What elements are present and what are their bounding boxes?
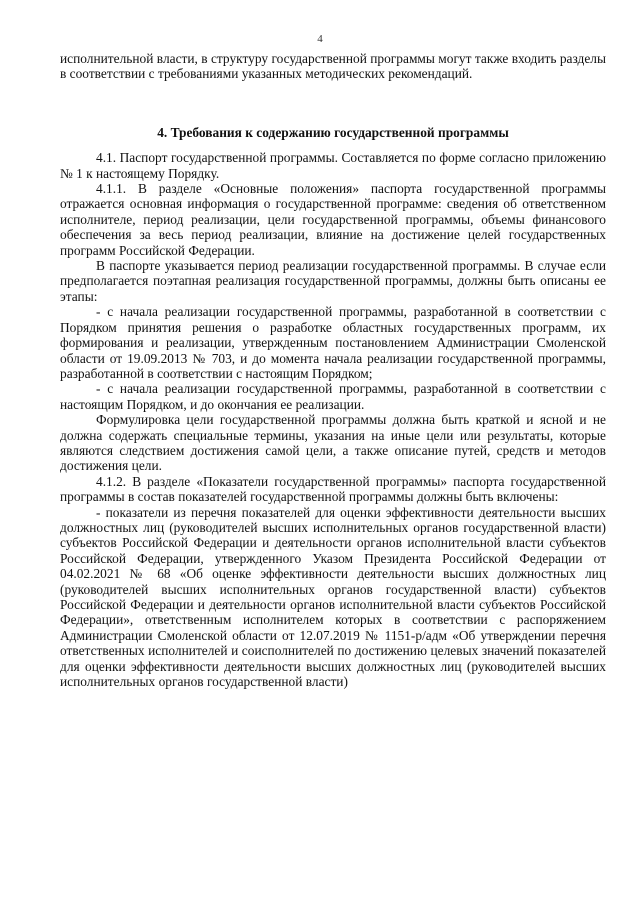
paragraph-main-provisions: 4.1.1. В разделе «Основные положения» паспорта государственной программы отражается основная информация о государственной программе: сведения об ответственном исполнителе, период реализации, цели государственной программы, объемы финансового обеспечения за весь период реализации, влияние на достижение целей государственных программ Российской Федерации. [60,181,606,258]
intro-paragraph: исполнительной власти, в структуру государственной программы могут также входить разделы в соответствии с требованиями указанных методических рекомендаций. [60,51,606,82]
paragraph-program-indicators: 4.1.2. В разделе «Показатели государственной программы» паспорта государственной программы в состав показателей государственной программы должны быть включены: [60,473,606,505]
paragraph-implementation-period: В паспорте указывается период реализации государственной программы. В случае если предполагается поэтапная реализация государственной программы, должны быть описаны ее этапы: [60,258,606,304]
spacer [60,82,606,98]
document-body [60,51,606,689]
list-item-stage-1: - с начала реализации государственной программы, разработанной в соответствии с Порядком принятия решения о разработке областных государственных программ, их формирования и реализации, утвержденным постановлением Администрации Смоленской области от 19.09.2013 № 703, и до момента начала реализации государственной программы, разработанной в соответствии с настоящим Порядком; [60,304,606,381]
paragraph-passport: 4.1. Паспорт государственной программы. Составляется по форме согласно приложению № 1 к настоящему Порядку. [60,150,606,181]
page-number: 4 [317,33,323,45]
paragraph-goal-wording: Формулировка цели государственной программы должна быть краткой и ясной и не должна содержать специальные термины, указания на иные цели или результаты, которые являются следствием достижения самой цели, а также описание путей, средств и методов достижения цели. [60,412,606,474]
list-item-stage-2: - с начала реализации государственной программы, разработанной в соответствии с настоящим Порядком, и до окончания ее реализации. [60,381,606,412]
list-item-indicators: - показатели из перечня показателей для оценки эффективности деятельности высших должностных лиц (руководителей высших исполнительных органов государственной власти) субъектов Российской Федерации и деятельности органов исполнительной власти субъектов Российской Федерации, утвержденного Указом Президента Российской Федерации от 04.02.2021 № 68 «Об оценке эффективности деятельности высших должностных лиц (руководителей высших исполнительных органов государственной власти) субъектов Российской Федерации и деятельности органов исполнительной власти субъектов Российской Федерации», ответственным исполнителем которых в соответствии с распоряжением Администрации Смоленской области от 12.07.2019 № 1151-р/адм «Об утверждении перечня ответственных исполнителей и соисполнителей по достижению целевых значений показателей для оценки эффективности деятельности высших должностных лиц (руководителей высших исполнительных органов государственной власти) [60,504,606,690]
section-heading: 4. Требования к содержанию государственной программы [157,124,509,140]
